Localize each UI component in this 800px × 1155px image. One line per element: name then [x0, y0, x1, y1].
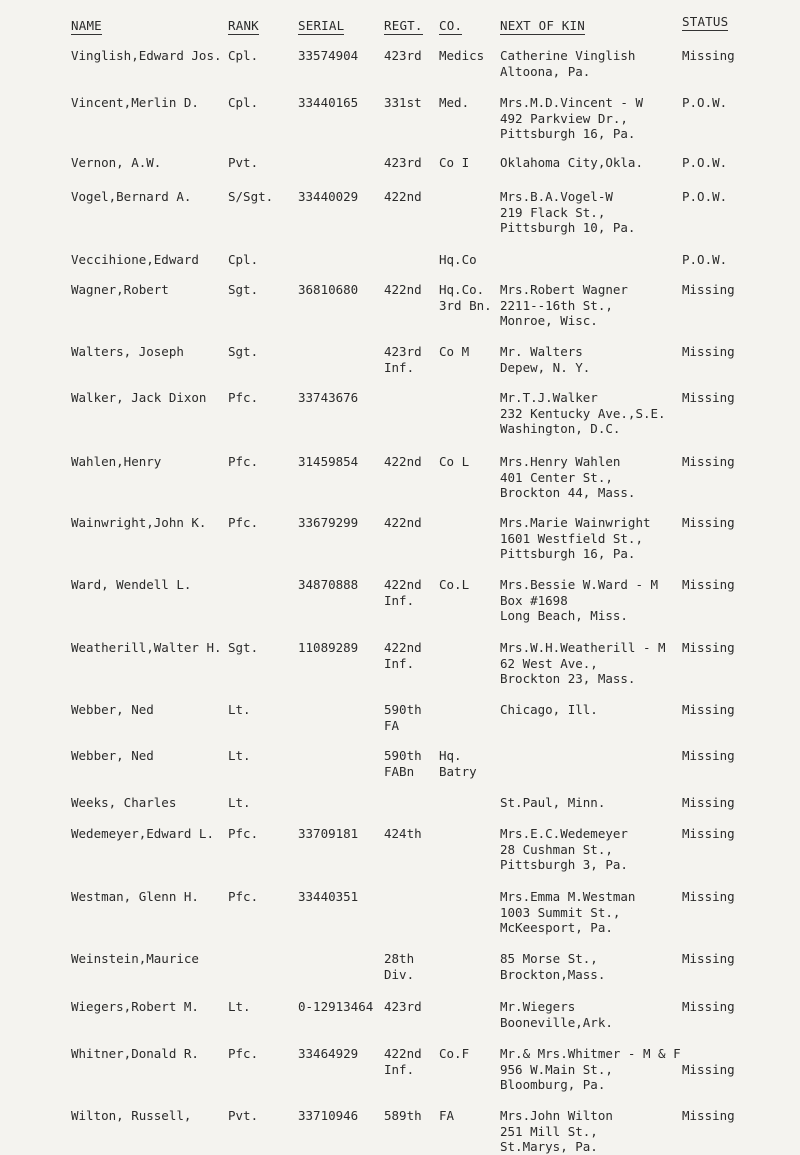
next-of-kin-cell-line: Mrs.W.H.Weatherill - M [500, 640, 666, 655]
rank-cell: Pfc. [228, 515, 259, 530]
regiment-cell [384, 95, 422, 111]
regiment-cell-line: Div. [384, 966, 415, 982]
serial-cell: 33440165 [298, 95, 359, 110]
regiment-cell-line: 422nd [384, 577, 422, 592]
regiment-cell [384, 826, 422, 842]
name-cell: Wahlen,Henry [71, 454, 162, 469]
company-cell [439, 282, 492, 313]
next-of-kin-cell [500, 155, 643, 171]
company-cell-line: Co.L [439, 577, 470, 592]
status-cell-line: P.O.W. [682, 252, 728, 267]
next-of-kin-cell-line: Oklahoma City,Okla. [500, 155, 643, 170]
serial-cell: 33464929 [298, 1046, 359, 1061]
next-of-kin-cell-line: 1601 Westfield St., [500, 530, 643, 546]
regiment-cell-line: 423rd [384, 48, 422, 63]
serial-cell: 33709181 [298, 826, 359, 841]
next-of-kin-cell-line: Washington, D.C. [500, 421, 621, 436]
name-cell: Wainwright,John K. [71, 515, 207, 530]
rank-cell: Pfc. [228, 390, 259, 405]
next-of-kin-cell [500, 1046, 681, 1093]
next-of-kin-cell-line: Mrs.B.A.Vogel-W [500, 189, 613, 204]
status-cell [682, 702, 735, 718]
next-of-kin-cell-line: Long Beach, Miss. [500, 608, 628, 623]
regiment-cell-line: 422nd [384, 1046, 422, 1061]
next-of-kin-cell-line: Mr.Wiegers [500, 999, 576, 1014]
next-of-kin-cell-line: 219 Flack St., [500, 204, 606, 220]
next-of-kin-cell [500, 189, 635, 236]
regiment-cell-line: 422nd [384, 515, 422, 530]
rank-cell: Pvt. [228, 155, 259, 170]
regiment-cell-line: FABn [384, 763, 415, 779]
regiment-cell-line: 424th [384, 826, 422, 841]
company-cell [439, 155, 469, 171]
company-cell [439, 48, 484, 64]
rank-cell: Pfc. [228, 826, 259, 841]
name-cell: Westman, Glenn H. [71, 889, 199, 904]
next-of-kin-cell-line: 28 Cushman St., [500, 841, 613, 857]
status-cell [682, 282, 735, 298]
regiment-cell-line: 422nd [384, 454, 422, 469]
regiment-cell [384, 454, 422, 470]
regiment-cell-line: 331st [384, 95, 422, 110]
next-of-kin-cell-line: Mrs.John Wilton [500, 1108, 613, 1123]
company-cell-line: Co M [439, 344, 470, 359]
company-cell [439, 1108, 454, 1124]
next-of-kin-cell-line: 232 Kentucky Ave.,S.E. [500, 405, 666, 421]
status-cell-line: Missing [682, 1061, 735, 1077]
next-of-kin-cell-line: 956 W.Main St., [500, 1061, 613, 1077]
rank-cell: Sgt. [228, 640, 259, 655]
next-of-kin-cell [500, 515, 651, 562]
serial-cell: 33743676 [298, 390, 359, 405]
next-of-kin-cell-line: Catherine Vinglish [500, 48, 636, 63]
next-of-kin-cell-line: Monroe, Wisc. [500, 313, 598, 328]
company-cell-line: Hq. [439, 748, 462, 763]
regiment-cell-line: 423rd [384, 155, 422, 170]
regiment-cell [384, 282, 422, 298]
name-cell: Wilton, Russell, [71, 1108, 192, 1123]
serial-cell: 0-12913464 [298, 999, 374, 1014]
next-of-kin-cell-line: St.Marys, Pa. [500, 1139, 598, 1154]
company-cell [439, 577, 469, 593]
name-cell: Vincent,Merlin D. [71, 95, 199, 110]
next-of-kin-cell-line: Booneville,Ark. [500, 1014, 613, 1030]
serial-cell: 33440351 [298, 889, 359, 904]
name-cell: Webber, Ned [71, 702, 154, 717]
serial-cell: 33574904 [298, 48, 359, 63]
next-of-kin-cell-line: Pittsburgh 3, Pa. [500, 857, 628, 872]
rank-cell: Lt. [228, 748, 251, 763]
regiment-cell [384, 951, 414, 982]
serial-cell: 34870888 [298, 577, 359, 592]
status-cell-line: Missing [682, 951, 735, 966]
next-of-kin-cell-line: Bloomburg, Pa. [500, 1077, 606, 1092]
company-cell-line: Med. [439, 95, 470, 110]
regiment-cell [384, 748, 422, 779]
next-of-kin-cell-line: Mrs.Robert Wagner [500, 282, 628, 297]
status-cell-line: Missing [682, 282, 735, 297]
next-of-kin-cell-line: 2211--16th St., [500, 297, 613, 313]
status-cell [682, 889, 735, 905]
company-cell [439, 95, 469, 111]
status-cell-line: Missing [682, 344, 735, 359]
name-cell: Veccihione,Edward [71, 252, 199, 267]
status-cell-line: Missing [682, 889, 735, 904]
status-cell-line: Missing [682, 795, 735, 810]
status-cell-line: P.O.W. [682, 155, 728, 170]
status-cell-line: P.O.W. [682, 189, 728, 204]
status-cell-line: Missing [682, 454, 735, 469]
next-of-kin-cell-line: Mrs.Bessie W.Ward - M [500, 577, 659, 592]
next-of-kin-cell [500, 951, 605, 982]
next-of-kin-cell-line: Brockton,Mass. [500, 966, 606, 982]
status-cell [682, 515, 735, 531]
regiment-cell [384, 344, 422, 375]
company-cell-line: FA [439, 1108, 455, 1123]
next-of-kin-cell-line: 1003 Summit St., [500, 904, 621, 920]
regiment-cell [384, 48, 422, 64]
company-cell-line: Hq.Co. [439, 282, 485, 297]
status-cell [682, 48, 735, 64]
rank-cell: Cpl. [228, 252, 259, 267]
next-of-kin-cell [500, 999, 613, 1030]
rank-cell: Pfc. [228, 454, 259, 469]
name-cell: Weinstein,Maurice [71, 951, 199, 966]
status-cell [682, 344, 735, 360]
status-cell-line: P.O.W. [682, 95, 728, 110]
name-cell: Ward, Wendell L. [71, 577, 192, 592]
status-cell [682, 951, 735, 967]
status-cell-line: Missing [682, 515, 735, 530]
next-of-kin-cell-line: Mrs.E.C.Wedemeyer [500, 826, 628, 841]
status-cell [682, 189, 727, 205]
name-cell: Vernon, A.W. [71, 155, 162, 170]
next-of-kin-cell-line: 251 Mill St., [500, 1123, 598, 1139]
next-of-kin-cell-line: Pittsburgh 16, Pa. [500, 546, 636, 561]
regiment-cell-line: Inf. [384, 359, 415, 375]
status-cell-line: Missing [682, 748, 735, 763]
status-cell [682, 155, 727, 171]
next-of-kin-cell-line: 401 Center St., [500, 469, 613, 485]
regiment-cell-line: 422nd [384, 189, 422, 204]
regiment-cell-line: 589th [384, 1108, 422, 1123]
next-of-kin-cell-line: Depew, N. Y. [500, 359, 591, 375]
status-cell [682, 748, 735, 764]
next-of-kin-cell [500, 826, 628, 873]
serial-cell: 36810680 [298, 282, 359, 297]
regiment-cell-line: 28th [384, 951, 415, 966]
next-of-kin-cell-line: Pittsburgh 10, Pa. [500, 220, 636, 235]
regiment-cell [384, 515, 422, 531]
status-cell-line: Missing [682, 577, 735, 592]
next-of-kin-cell-line: Pittsburgh 16, Pa. [500, 126, 636, 141]
status-cell-line [682, 1046, 735, 1062]
status-cell-line: Missing [682, 999, 735, 1014]
next-of-kin-cell-line: Brockton 44, Mass. [500, 485, 636, 500]
rank-cell: Pfc. [228, 1046, 259, 1061]
serial-cell: 31459854 [298, 454, 359, 469]
regiment-cell [384, 1046, 422, 1077]
name-cell: Wiegers,Robert M. [71, 999, 199, 1014]
regiment-cell [384, 155, 422, 171]
status-cell-line: Missing [682, 702, 735, 717]
status-cell [682, 577, 735, 593]
regiment-cell-line: 590th [384, 748, 422, 763]
rank-cell: Sgt. [228, 344, 259, 359]
next-of-kin-cell [500, 889, 635, 936]
next-of-kin-cell-line: 85 Morse St., [500, 951, 598, 966]
company-cell [439, 748, 477, 779]
rank-cell: Pvt. [228, 1108, 259, 1123]
name-cell: Wedemeyer,Edward L. [71, 826, 214, 841]
next-of-kin-cell-line: 62 West Ave., [500, 655, 598, 671]
rank-cell: Lt. [228, 999, 251, 1014]
next-of-kin-cell-line: McKeesport, Pa. [500, 920, 613, 935]
status-cell [682, 1108, 735, 1124]
company-cell [439, 1046, 469, 1062]
header-regt: REGT. [384, 18, 423, 33]
header-co: CO. [439, 18, 463, 33]
status-cell-line: Missing [682, 48, 735, 63]
regiment-cell-line: Inf. [384, 1061, 415, 1077]
next-of-kin-cell [500, 640, 666, 687]
company-cell-line: 3rd Bn. [439, 297, 492, 313]
serial-cell: 33710946 [298, 1108, 359, 1123]
next-of-kin-cell-line: Mrs.M.D.Vincent - W [500, 95, 643, 110]
name-cell: Vinglish,Edward Jos. [71, 48, 222, 63]
next-of-kin-cell-line: Mrs.Henry Wahlen [500, 454, 621, 469]
company-cell-line: Co I [439, 155, 470, 170]
name-cell: Walters, Joseph [71, 344, 184, 359]
next-of-kin-cell-line: Chicago, Ill. [500, 702, 598, 717]
status-cell [682, 795, 735, 811]
name-cell: Walker, Jack Dixon [71, 390, 207, 405]
rank-cell: Cpl. [228, 95, 259, 110]
status-cell-line: Missing [682, 390, 735, 405]
rank-cell: Cpl. [228, 48, 259, 63]
rank-cell: Pfc. [228, 889, 259, 904]
company-cell [439, 454, 469, 470]
status-cell [682, 390, 735, 406]
regiment-cell-line: Inf. [384, 655, 415, 671]
rank-cell: Sgt. [228, 282, 259, 297]
status-cell [682, 252, 727, 268]
company-cell-line: Co L [439, 454, 470, 469]
next-of-kin-cell-line: Mrs.Marie Wainwright [500, 515, 651, 530]
next-of-kin-cell [500, 95, 643, 142]
company-cell-line: Co.F [439, 1046, 470, 1061]
regiment-cell-line: 422nd [384, 282, 422, 297]
regiment-cell [384, 1108, 422, 1124]
next-of-kin-cell [500, 390, 666, 437]
next-of-kin-cell [500, 795, 605, 811]
name-cell: Whitner,Donald R. [71, 1046, 199, 1061]
next-of-kin-cell [500, 48, 635, 79]
next-of-kin-cell [500, 577, 658, 624]
header-serial: SERIAL [298, 18, 345, 33]
status-cell-line: Missing [682, 1108, 735, 1123]
next-of-kin-cell-line: Altoona, Pa. [500, 63, 591, 79]
next-of-kin-cell [500, 454, 635, 501]
next-of-kin-cell-line: 492 Parkview Dr., [500, 110, 628, 126]
next-of-kin-cell-line: Mrs.Emma M.Westman [500, 889, 636, 904]
regiment-cell [384, 577, 422, 608]
status-cell-line: Missing [682, 640, 735, 655]
regiment-cell-line: 590th [384, 702, 422, 717]
status-cell-line: Missing [682, 826, 735, 841]
header-status: STATUS [682, 14, 729, 29]
status-cell [682, 640, 735, 656]
next-of-kin-cell-line: Mr. Walters [500, 344, 583, 359]
name-cell: Weatherill,Walter H. [71, 640, 222, 655]
header-rank: RANK [228, 18, 259, 33]
name-cell: Webber, Ned [71, 748, 154, 763]
rank-cell: S/Sgt. [228, 189, 274, 204]
name-cell: Wagner,Robert [71, 282, 169, 297]
next-of-kin-cell [500, 344, 590, 375]
regiment-cell [384, 702, 422, 733]
status-cell [682, 95, 727, 111]
company-cell [439, 344, 469, 360]
regiment-cell-line: 423rd [384, 344, 422, 359]
regiment-cell-line: Inf. [384, 592, 415, 608]
regiment-cell-line: FA [384, 717, 400, 733]
company-cell [439, 252, 477, 268]
company-cell-line: Batry [439, 763, 477, 779]
rank-cell: Lt. [228, 702, 251, 717]
next-of-kin-cell [500, 282, 628, 329]
serial-cell: 11089289 [298, 640, 359, 655]
name-cell: Vogel,Bernard A. [71, 189, 192, 204]
regiment-cell [384, 999, 422, 1015]
next-of-kin-cell [500, 702, 598, 718]
name-cell: Weeks, Charles [71, 795, 177, 810]
company-cell-line: Medics [439, 48, 485, 63]
serial-cell: 33679299 [298, 515, 359, 530]
next-of-kin-cell-line: St.Paul, Minn. [500, 795, 606, 810]
next-of-kin-cell-line: Box #1698 [500, 592, 568, 608]
next-of-kin-cell-line: Mr.& Mrs.Whitmer - M & F [500, 1046, 681, 1061]
status-cell [682, 999, 735, 1015]
header-next-of-kin: NEXT OF KIN [500, 18, 585, 33]
regiment-cell-line: 422nd [384, 640, 422, 655]
status-cell [682, 826, 735, 842]
header-name: NAME [71, 18, 102, 33]
next-of-kin-cell-line: Mr.T.J.Walker [500, 390, 598, 405]
company-cell-line: Hq.Co [439, 252, 477, 267]
next-of-kin-cell-line: Brockton 23, Mass. [500, 671, 636, 686]
regiment-cell [384, 640, 422, 671]
status-cell [682, 454, 735, 470]
serial-cell: 33440029 [298, 189, 359, 204]
regiment-cell [384, 189, 422, 205]
regiment-cell-line: 423rd [384, 999, 422, 1014]
rank-cell: Lt. [228, 795, 251, 810]
status-cell [682, 1046, 735, 1077]
